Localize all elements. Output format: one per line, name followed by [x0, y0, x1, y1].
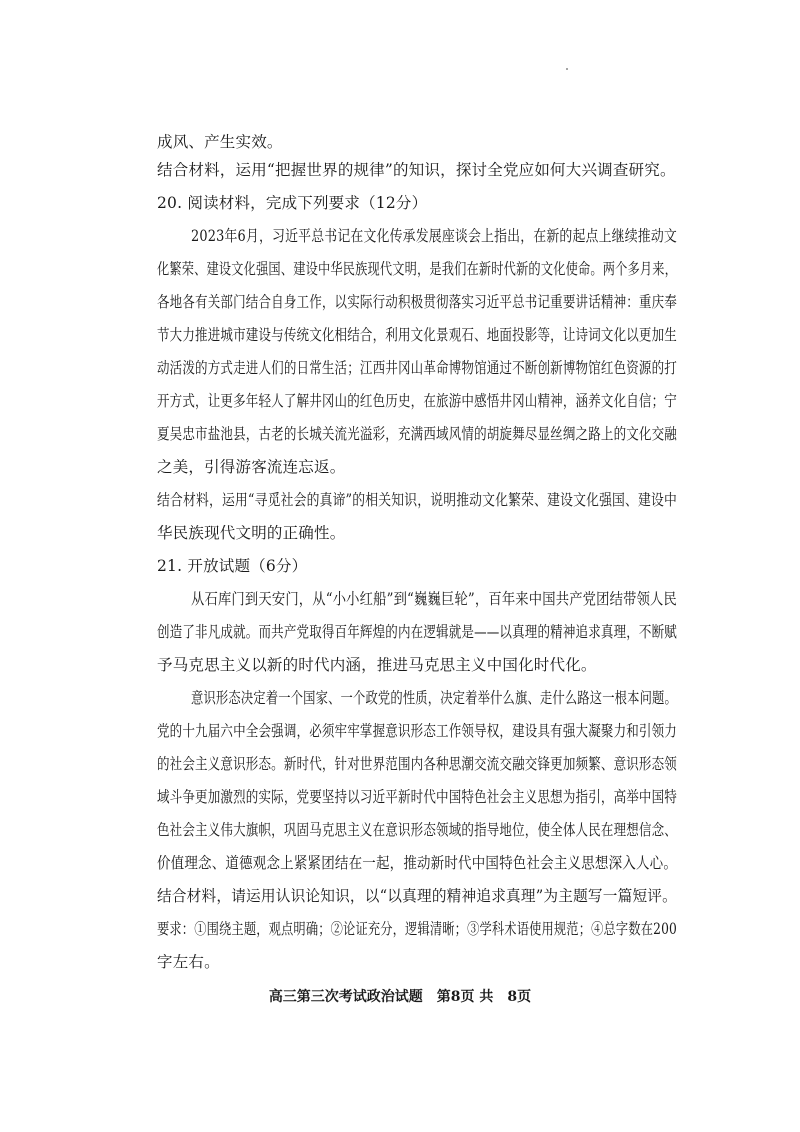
- page-footer: 高三第三次考试政治试题 第8页 共 8页: [268, 989, 532, 1005]
- scan-speck: [566, 68, 568, 70]
- material-line: 动活泼的方式走进人们的日常生活；江西井冈山革命博物馆通过不断创新博物馆红色资源的打: [157, 359, 677, 377]
- material-line: 的社会主义意识形态。新时代，针对世界范围内各种思潮交流交融交锋更加频繁、意识形态领: [157, 755, 677, 773]
- material-line: 予马克思主义以新的时代内涵，推进马克思主义中国化时代化。: [157, 656, 597, 674]
- material-line: 党的十九届六中全会强调，必须牢牢掌握意识形态工作领导权，建设具有强大凝聚力和引领力: [157, 722, 677, 740]
- question-prompt: 结合材料，运用“寻觅社会的真谛”的相关知识，说明推动文化繁荣、建设文化强国、建设中: [157, 491, 678, 509]
- material-line: 节大力推进城市建设与传统文化相结合，利用文化景观石、地面投影等，让诗词文化以更加生: [157, 326, 677, 344]
- question-prompt: 结合材料，运用“把握世界的规律”的知识，探讨全党应如何大兴调查研究。: [157, 161, 676, 179]
- material-line: 色社会主义伟大旗帜，巩固马克思主义在意识形态领域的指导地位，使全体人民在理想信念、: [157, 821, 677, 839]
- question-heading-20: 20. 阅读材料，完成下列要求（12分）: [157, 194, 428, 212]
- material-line: 从石库门到天安门，从“小小红船”到“巍巍巨轮”，百年来中国共产党团结带领人民: [191, 590, 678, 608]
- question-prompt: 结合材料，请运用认识论知识，以“以真理的精神追求真理”为主题写一篇短评。: [157, 887, 677, 905]
- material-line: 夏吴忠市盐池县，古老的长城关流光溢彩，充满西域风情的胡旋舞尽显丝绸之路上的文化交融: [157, 425, 677, 443]
- requirements-line: 要求：①围绕主题，观点明确；②论证充分，逻辑清晰；③学科术语使用规范；④总字数在200: [157, 920, 677, 938]
- material-line: 各地各有关部门结合自身工作，以实际行动积极贯彻落实习近平总书记重要讲话精神：重庆奉: [157, 293, 677, 311]
- material-line: 开方式，让更多年轻人了解井冈山的红色历史，在旅游中感悟井冈山精神，涵养文化自信；宁: [157, 392, 677, 410]
- text-line: 成风、产生实效。: [157, 133, 283, 151]
- material-line: 意识形态决定着一个国家、一个政党的性质，决定着举什么旗、走什么路这一根本问题。: [191, 689, 677, 707]
- question-prompt: 华民族现代文明的正确性。: [157, 524, 346, 542]
- requirements-line: 字左右。: [157, 953, 220, 971]
- material-line: 2023年6月，习近平总书记在文化传承发展座谈会上指出，在新的起点上继续推动文: [191, 227, 677, 245]
- material-line: 创造了非凡成就。而共产党取得百年辉煌的内在逻辑就是——以真理的精神追求真理，不断赋: [157, 623, 677, 641]
- material-line: 域斗争更加激烈的实际，党要坚持以习近平新时代中国特色社会主义思想为指引，高举中国特: [157, 788, 677, 806]
- question-heading-21: 21. 开放试题（6分）: [157, 557, 308, 575]
- material-line: 之美，引得游客流连忘返。: [157, 458, 346, 476]
- material-line: 化繁荣、建设文化强国、建设中华民族现代文明，是我们在新时代新的文化使命。两个多月来，: [157, 260, 678, 278]
- material-line: 价值理念、道德观念上紧紧团结在一起，推动新时代中国特色社会主义思想深入人心。: [157, 854, 678, 872]
